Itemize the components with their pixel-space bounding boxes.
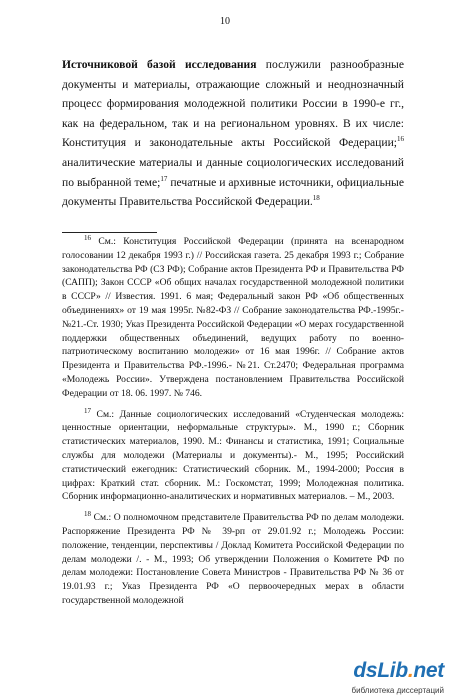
- footnotes: [62, 235, 404, 615]
- intro-text-1: послужили разнообразные документы и материалы, отражающие сложный и неоднозначный процесс формирования молодежной политики России в 1990-е гг., как на федеральном, так и на региональном уровнях. В их числе: Конституция и законодательные акты Российской Федерации;: [62, 58, 404, 150]
- footnote-text: См.: Данные социологических исследований «Студенческая молодежь: ценностные ориентации, неформальные структуры». М., 1990 г.; Сборник статистических материалов, 1990. М.: Финансы и статистика, 1991; Социальные службы для молодежи (Материалы и документы).- М., 1995; Российский статистический ежегодник: Статистический сборник. М., 1994-2000; Россия в цифрах: Краткий стат. сборник. М.: Госкомстат, 1999; Молодежная политика. Сборник информационно-аналитических и нормативных материалов. – М., 2003.: [62, 408, 404, 503]
- intro-lead: Источниковой базой исследования: [62, 58, 257, 71]
- footnote-number: 17: [84, 406, 91, 415]
- footnote-text: См.: Конституция Российской Федерации (принята на всенародном голосовании 12 декабря 1993 г.) // Российская газета. 25 декабря 1993 г.; Собрание законодательства РФ (СЗ РФ); Собрание актов Президента РФ и Правительства РФ (САПП); Закон СССР «Об общих началах государственной молодежной политики в СССР» // Известия. 1991. 6 мая; Федеральный закон РФ «Об общественных объединениях» от 19 мая 1995г. №82-ФЗ // Собрание законодательства РФ.-1995г.- №21.-Ст. 1930; Указ Президента Российской Федерации «О мерах государственной поддержки общественных объединений, ведущих работу по военно-патриотическому воспитанию молодежи» от 16 мая 1996г. // Собрание актов Президента и Правительства РФ.-1996.- №21. Ст.2470; Федеральная программа «Молодежь России». Утверждена постановлением Правительства Российской Федерации от 18. 06. 1997. № 746.: [62, 236, 404, 399]
- watermark-logo: [353, 659, 444, 683]
- footnote-17: [62, 408, 404, 505]
- footnote-text: См.: О полномочном представителе Правительства РФ по делам молодежи. Распоряжение Президента РФ № 39-рп от 29.01.92 г.; Молодежь России: положение, тенденции, перспективы / Доклад Комитета Российской Федерации по делам молодежи /. - М., 1993; Об утверждении Положения о Комитете РФ по делам молодежи: Постановление Совета Министров - Правительства РФ № 36 от 19.01.93 г.; Указ Президента РФ «О первоочередных мерах в области государственной молодежной: [62, 512, 404, 606]
- footnote-divider: [62, 232, 157, 233]
- dslib-watermark: [348, 659, 444, 695]
- footnote-ref-16[interactable]: 16: [397, 135, 404, 144]
- page-number: 10: [220, 16, 230, 27]
- watermark-subtitle: библиотека диссертаций: [351, 686, 444, 695]
- footnote-16: [62, 235, 404, 401]
- footnote-number: 18: [84, 509, 91, 518]
- watermark-brand: dsLib: [353, 659, 408, 682]
- footnote-18: [62, 511, 404, 608]
- footnote-number: 16: [84, 233, 91, 242]
- intro-paragraph: [62, 55, 404, 212]
- footnote-ref-17[interactable]: 17: [160, 174, 168, 183]
- footnote-ref-18[interactable]: 18: [312, 194, 320, 203]
- watermark-dot: .: [407, 659, 414, 682]
- intro-text-2: аналитические материалы и данные социологических исследований по выбранной теме;: [62, 155, 404, 189]
- intro-text-3: печатные и архивные источники, официальные документы Правительства Российской Федерации.: [62, 175, 404, 209]
- watermark-tld: net: [413, 659, 444, 682]
